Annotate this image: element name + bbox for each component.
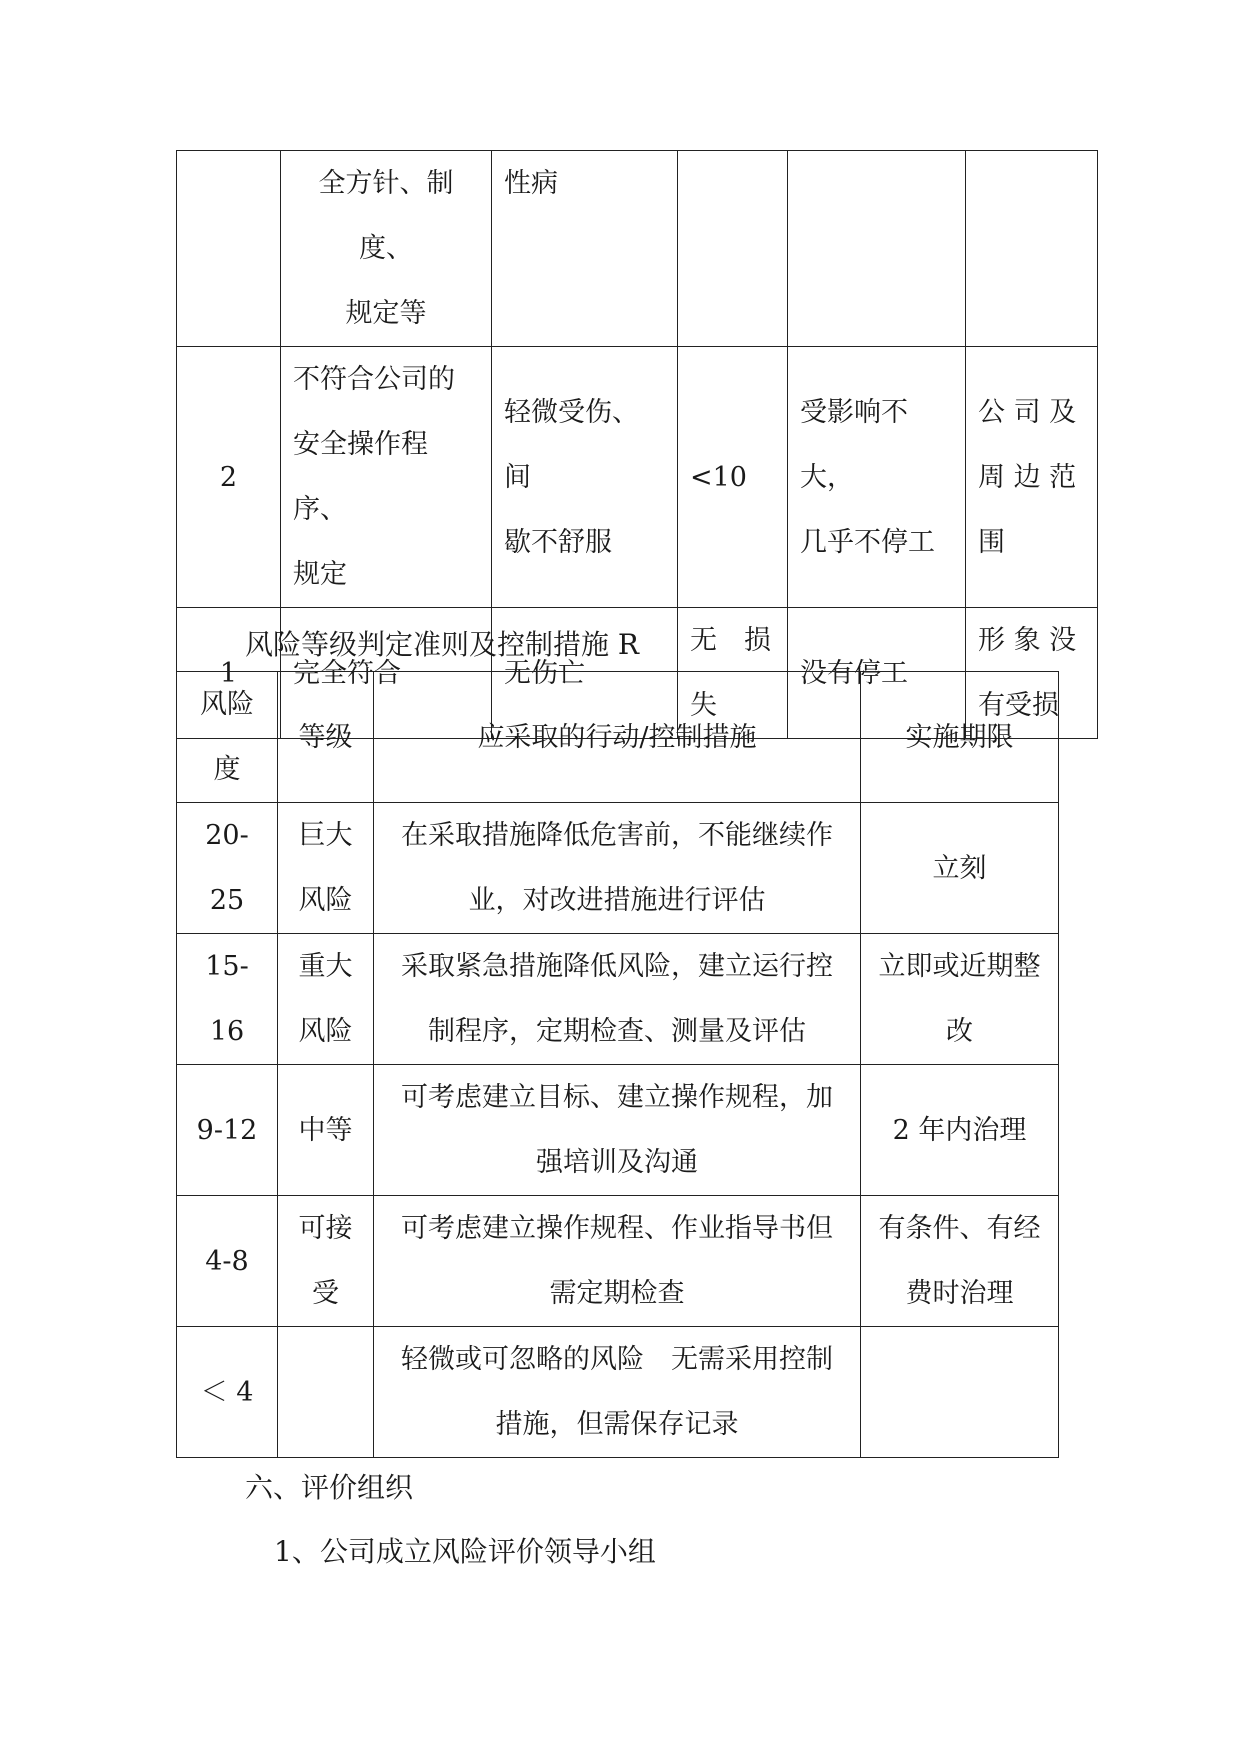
table-row: [177, 1327, 1059, 1458]
stop-cell: [788, 151, 966, 347]
injury-cell: 无伤亡: [492, 608, 678, 739]
image-cell: [966, 151, 1098, 347]
action-cell: 采取紧急措施降低风险，建立运行控 制程序，定期检查、测量及评估: [374, 934, 861, 1065]
loss-cell: [678, 151, 788, 347]
grade-cell: 中等: [278, 1065, 374, 1196]
image-cell: 形 象 没 有受损: [966, 608, 1098, 739]
table-row: [177, 347, 1098, 608]
loss-cell: <10: [678, 347, 788, 608]
injury-cell: 轻微受伤、间 歇不舒服: [492, 347, 678, 608]
grade-cell: 可接 受: [278, 1196, 374, 1327]
grade-cell: 重大 风险: [278, 934, 374, 1065]
compliance-cell: 不符合公司的 安全操作程序、 规定: [281, 347, 492, 608]
degree-cell: ＜ 4: [177, 1327, 278, 1458]
grade-cell: [278, 1327, 374, 1458]
degree-cell: 20-25: [177, 803, 278, 934]
list-item: 1、公司成立风险评价领导小组: [274, 1535, 656, 1568]
header-period: 实施期限: [861, 672, 1059, 803]
header-grade: 等级: [278, 672, 374, 803]
table-row: [177, 803, 1059, 934]
period-cell: 有条件、有经 费时治理: [861, 1196, 1059, 1327]
action-cell: 可考虑建立操作规程、作业指导书但 需定期检查: [374, 1196, 861, 1327]
table-row: [177, 934, 1059, 1065]
period-cell: 立即或近期整 改: [861, 934, 1059, 1065]
risk-level-table: [176, 671, 1059, 1458]
table-row: [177, 1196, 1059, 1327]
compliance-cell: 全方针、制度、 规定等: [281, 151, 492, 347]
level-cell: 2: [177, 347, 281, 608]
loss-cell: 无 损 失: [678, 608, 788, 739]
period-cell: [861, 1327, 1059, 1458]
grade-cell: 巨大 风险: [278, 803, 374, 934]
degree-cell: 4-8: [177, 1196, 278, 1327]
period-cell: 立刻: [861, 803, 1059, 934]
compliance-cell: 完全符合: [281, 608, 492, 739]
degree-cell: 9-12: [177, 1065, 278, 1196]
level-cell: 1: [177, 608, 281, 739]
table-header-row: [177, 672, 1059, 803]
section-heading: 六、评价组织: [245, 1471, 414, 1504]
action-cell: 在采取措施降低危害前，不能继续作 业，对改进措施进行评估: [374, 803, 861, 934]
stop-cell: 没有停工: [788, 608, 966, 739]
table-caption: 风险等级判定准则及控制措施 R: [245, 628, 639, 661]
action-cell: 轻微或可忽略的风险 无需采用控制 措施，但需保存记录: [374, 1327, 861, 1458]
stop-cell: 受影响不大， 几乎不停工: [788, 347, 966, 608]
header-degree: 风险 度: [177, 672, 278, 803]
action-cell: 可考虑建立目标、建立操作规程，加 强培训及沟通: [374, 1065, 861, 1196]
level-cell: [177, 151, 281, 347]
period-cell: 2 年内治理: [861, 1065, 1059, 1196]
injury-cell: 性病: [492, 151, 678, 347]
header-action: 应采取的行动/控制措施: [374, 672, 861, 803]
table-row: [177, 151, 1098, 347]
image-cell: 公 司 及 周 边 范 围: [966, 347, 1098, 608]
table-row: [177, 1065, 1059, 1196]
degree-cell: 15-16: [177, 934, 278, 1065]
